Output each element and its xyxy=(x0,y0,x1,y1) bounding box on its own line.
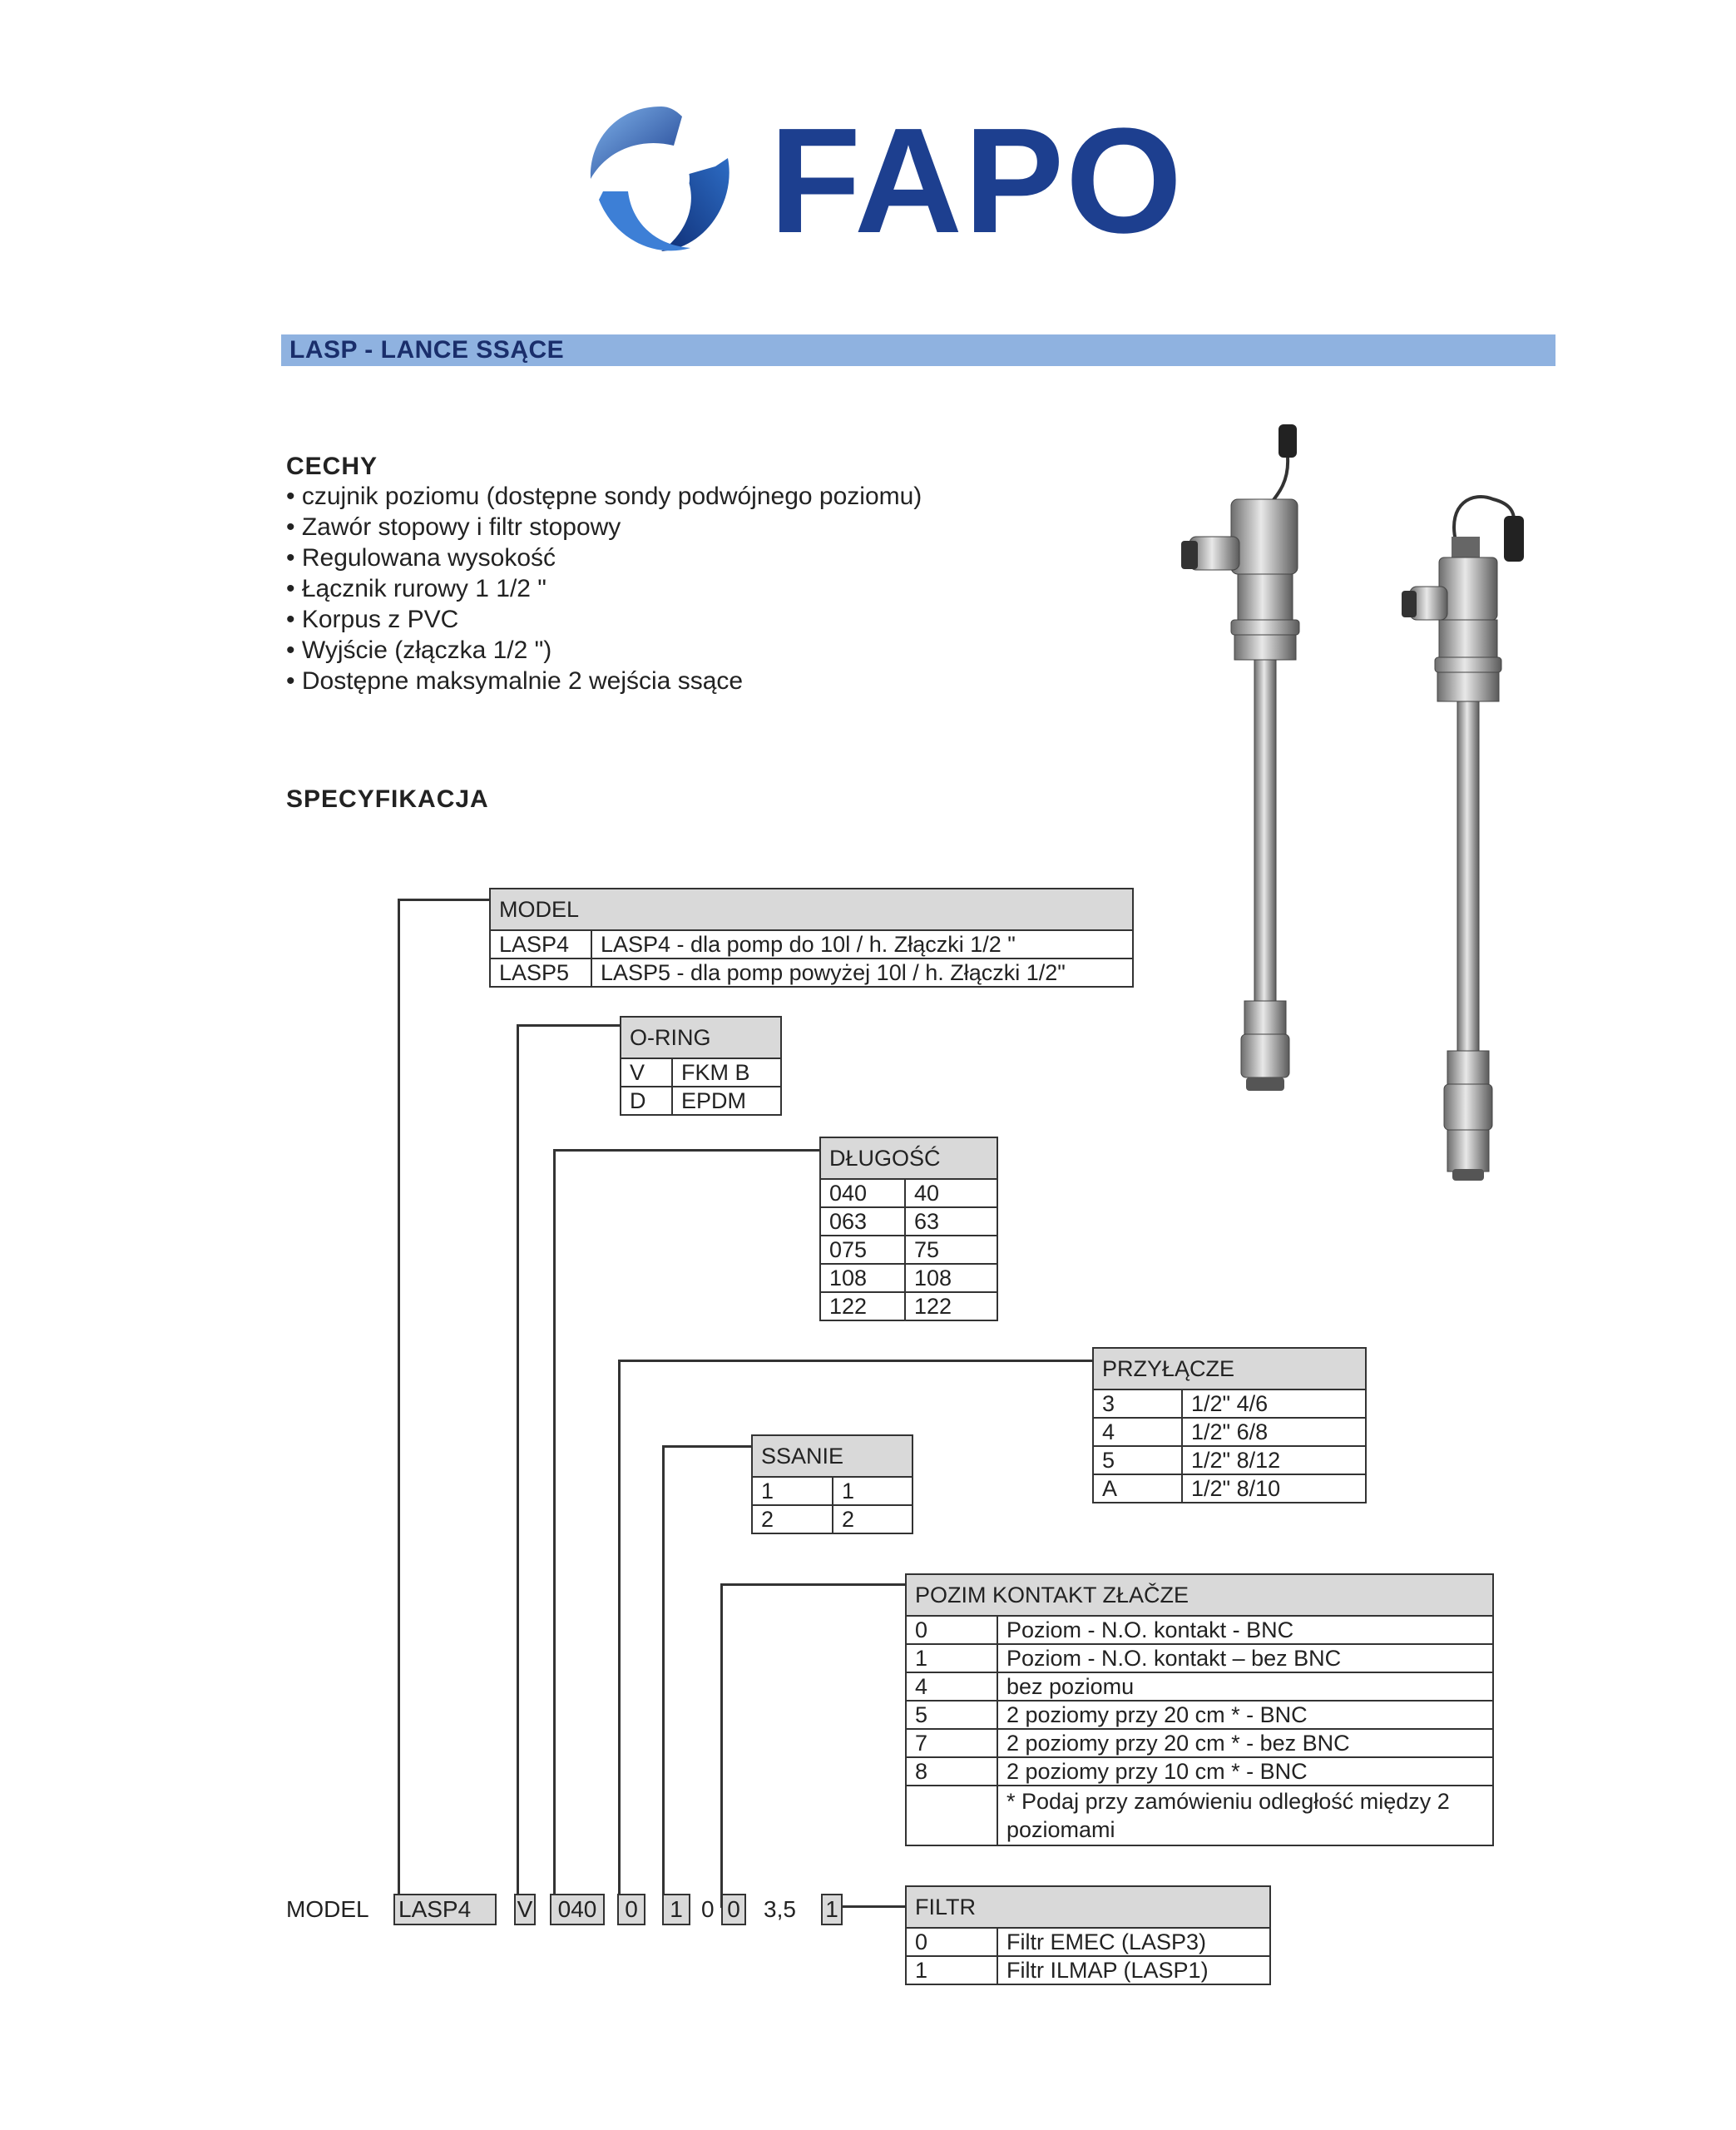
cell: EPDM xyxy=(672,1087,781,1115)
cell: 0 xyxy=(906,1928,997,1956)
table-row xyxy=(1093,1389,1366,1418)
cell: FKM B xyxy=(672,1058,781,1087)
code-suction: 1 xyxy=(662,1894,690,1925)
code-fixed: 0 xyxy=(701,1896,715,1922)
table-row xyxy=(1093,1446,1366,1474)
cell: 1/2" 6/8 xyxy=(1182,1418,1366,1446)
cell: 3 xyxy=(1093,1389,1182,1418)
cell: 1 xyxy=(906,1956,997,1984)
cell: 4 xyxy=(1093,1418,1182,1446)
spec-heading: SPECYFIKACJA xyxy=(286,785,489,813)
table-row xyxy=(906,1644,1493,1672)
table-row xyxy=(820,1236,997,1264)
cell: 2 poziomy przy 20 cm * - BNC xyxy=(997,1701,1493,1729)
banner-title: LASP - LANCE SSĄCE xyxy=(289,336,565,364)
cell: LASP5 - dla pomp powyżej 10l / h. Złączki 1/2" xyxy=(591,958,1133,987)
table-row xyxy=(906,1701,1493,1729)
table-row xyxy=(906,1616,1493,1644)
cell: 040 xyxy=(820,1179,905,1207)
lance-right xyxy=(1402,497,1524,1181)
cell: 5 xyxy=(906,1701,997,1729)
cell: 122 xyxy=(820,1292,905,1320)
filter-table xyxy=(905,1885,1271,1985)
model-table-title: MODEL xyxy=(490,889,1133,930)
features-heading: CECHY xyxy=(286,453,378,480)
cell: 2 poziomy przy 10 cm * - BNC xyxy=(997,1757,1493,1786)
feature-item: • Łącznik rurowy 1 1/2 " xyxy=(286,573,922,604)
feature-item: • Wyjście (złączka 1/2 ") xyxy=(286,635,922,666)
cell: 122 xyxy=(905,1292,997,1320)
cell: 1/2" 8/12 xyxy=(1182,1446,1366,1474)
note-cell: * Podaj przy zamówieniu odległość między 2 poziomami xyxy=(997,1786,1493,1845)
table-row xyxy=(1093,1418,1366,1446)
cell: LASP4 - dla pomp do 10l / h. Złączki 1/2 " xyxy=(591,930,1133,958)
code-oring: V xyxy=(514,1894,536,1925)
cell: LASP5 xyxy=(490,958,591,987)
oring-table-title: O-RING xyxy=(621,1017,781,1058)
features-list xyxy=(286,481,922,696)
table-row xyxy=(752,1477,913,1505)
table-row xyxy=(906,1928,1270,1956)
feature-item: • Zawór stopowy i filtr stopowy xyxy=(286,512,922,542)
table-row xyxy=(490,930,1133,958)
code-label: MODEL xyxy=(286,1896,369,1922)
suction-table-title: SSANIE xyxy=(752,1435,913,1477)
table-row xyxy=(906,1956,1270,1984)
lance-product-image xyxy=(1165,420,1564,1186)
feature-item: • Korpus z PVC xyxy=(286,604,922,635)
cell: 108 xyxy=(820,1264,905,1292)
feature-item: • czujnik poziomu (dostępne sondy podwójnego poziomu) xyxy=(286,481,922,512)
table-row xyxy=(621,1087,781,1115)
table-row xyxy=(906,1672,1493,1701)
code-length: 040 xyxy=(550,1894,605,1925)
length-table-title: DŁUGOŚĆ xyxy=(820,1137,997,1179)
code-model: LASP4 xyxy=(393,1894,497,1925)
cell: 8 xyxy=(906,1757,997,1786)
cell: 1/2" 4/6 xyxy=(1182,1389,1366,1418)
cell: 0 xyxy=(906,1616,997,1644)
cell: A xyxy=(1093,1474,1182,1503)
cell: 2 xyxy=(833,1505,913,1533)
cell: V xyxy=(621,1058,672,1087)
level-contact-table xyxy=(905,1573,1494,1846)
table-row xyxy=(820,1264,997,1292)
cell: 40 xyxy=(905,1179,997,1207)
cell: bez poziomu xyxy=(997,1672,1493,1701)
table-row xyxy=(906,1786,1493,1845)
cell: 1/2" 8/10 xyxy=(1182,1474,1366,1503)
cell xyxy=(906,1786,997,1845)
brand-logo xyxy=(582,97,1185,266)
table-row xyxy=(906,1757,1493,1786)
cell: D xyxy=(621,1087,672,1115)
lance-left xyxy=(1181,424,1299,1091)
cell: 1 xyxy=(833,1477,913,1505)
cell: 63 xyxy=(905,1207,997,1236)
cell: 2 xyxy=(752,1505,833,1533)
code-size: 3,5 xyxy=(764,1896,796,1922)
cell: Filtr ILMAP (LASP1) xyxy=(997,1956,1270,1984)
table-row xyxy=(820,1207,997,1236)
table-row xyxy=(752,1505,913,1533)
table-row xyxy=(621,1058,781,1087)
cell: Poziom - N.O. kontakt – bez BNC xyxy=(997,1644,1493,1672)
cell: 4 xyxy=(906,1672,997,1701)
cell: 5 xyxy=(1093,1446,1182,1474)
feature-item: • Dostępne maksymalnie 2 wejścia ssące xyxy=(286,666,922,696)
fapo-swirl-icon xyxy=(582,100,740,258)
code-level: 0 xyxy=(721,1894,746,1925)
cell: 75 xyxy=(905,1236,997,1264)
filter-table-title: FILTR xyxy=(906,1886,1270,1928)
connection-table-title: PRZYŁĄCZE xyxy=(1093,1348,1366,1389)
connection-table xyxy=(1092,1347,1367,1503)
cell: 063 xyxy=(820,1207,905,1236)
cell: Poziom - N.O. kontakt - BNC xyxy=(997,1616,1493,1644)
level-table-title: POZIM KONTAKT ZŁAČZE xyxy=(906,1574,1493,1616)
cell: LASP4 xyxy=(490,930,591,958)
table-row xyxy=(820,1179,997,1207)
cell: 1 xyxy=(906,1644,997,1672)
table-row xyxy=(906,1729,1493,1757)
section-banner xyxy=(281,334,1555,366)
cell: Filtr EMEC (LASP3) xyxy=(997,1928,1270,1956)
feature-item: • Regulowana wysokość xyxy=(286,542,922,573)
code-filter: 1 xyxy=(821,1894,843,1925)
cell: 1 xyxy=(752,1477,833,1505)
code-connection: 0 xyxy=(617,1894,645,1925)
brand-name: FAPO xyxy=(769,97,1185,265)
table-row xyxy=(1093,1474,1366,1503)
suction-table xyxy=(751,1434,913,1534)
table-row xyxy=(820,1292,997,1320)
table-row xyxy=(490,958,1133,987)
cell: 108 xyxy=(905,1264,997,1292)
cell: 2 poziomy przy 20 cm * - bez BNC xyxy=(997,1729,1493,1757)
cell: 075 xyxy=(820,1236,905,1264)
cell: 7 xyxy=(906,1729,997,1757)
model-table xyxy=(489,888,1134,988)
length-table xyxy=(819,1137,998,1321)
oring-table xyxy=(620,1016,782,1116)
